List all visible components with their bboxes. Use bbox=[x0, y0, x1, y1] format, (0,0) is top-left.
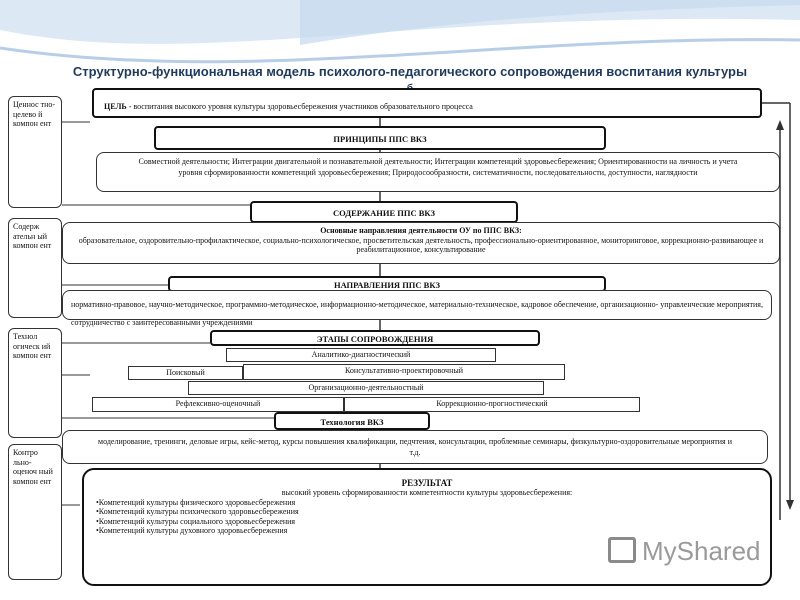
result-box: РЕЗУЛЬТАТ высокий уровень сформированности компетентности культуры здоровьесбережения: •Компетенций культуры физического здоровьесбережения •Компетенций культуры психического здоровьесбережения •Компетенций культуры социального здоровьесбережения •Компетенций культуры духовного здоровьесбережения bbox=[82, 468, 772, 586]
directions-header: НАПРАВЛЕНИЯ ППС ВКЗ bbox=[168, 276, 606, 292]
result-item: •Компетенций культуры психического здоровьесбережения bbox=[96, 507, 299, 516]
content-header: СОДЕРЖАНИЕ ППС ВКЗ bbox=[250, 201, 518, 223]
side-technological: Технол огическ ий компон ент bbox=[8, 328, 62, 438]
goal-box: ЦЕЛЬ - воспитания высокого уровня культуры здоровьесбережения участников образовательного процесса bbox=[92, 88, 762, 118]
myshared-logo-icon bbox=[608, 537, 636, 563]
stages-header: ЭТАПЫ СОПРОВОЖДЕНИЯ bbox=[210, 330, 540, 346]
stage-correction-prognostic: Коррекционно-прогностический bbox=[344, 397, 640, 412]
technology-header: Технология ВКЗ bbox=[274, 412, 430, 430]
stage-search: Поисковый bbox=[128, 366, 243, 380]
principles-box: Совместной деятельности; Интеграции двигательной и познавательной деятельности; Интеграции компетенций здоровьесбережения; Ориентированности на личность и учета уровня сформированности компетенций здоровьесбережения; Природосообразности, систематичности, последовательности, доступности, наглядности bbox=[96, 152, 780, 192]
watermark: MyShared bbox=[608, 536, 761, 567]
directions-box: нормативно-правовое, научно-методическое, программно-методическое, информационно-методическое, материально-техническое, кадровое обеспечение, организационно- управленческие мероприятия, сотрудничество с заинтересованными учреждениями bbox=[62, 290, 772, 320]
side-content: Содерж ательн ый компон ент bbox=[8, 218, 62, 318]
content-box: Основные направления деятельности ОУ по ППС ВКЗ: образовательное, оздоровительно-профилактическое, социально-психологическое, просветительская деятельность, профессионально-ориентированное, мониторинговое, коррекционно-развивающее и реабилитационное, консультирование bbox=[62, 222, 780, 264]
principles-header: ПРИНЦИПЫ ППС ВКЗ bbox=[154, 126, 606, 150]
result-item: •Компетенций культуры духовного здоровьесбережения bbox=[96, 526, 288, 535]
stage-analytical-diagnostic: Аналитико-диагностический bbox=[226, 348, 496, 362]
result-item: •Компетенций культуры физического здоровьесбережения bbox=[96, 497, 296, 507]
page-title: Структурно-функциональная модель психолого-педагогического сопровождения воспитания культуры bbox=[72, 64, 748, 79]
side-control-evaluative: Контро льно- оценоч ный компон ент bbox=[8, 444, 62, 580]
stage-organizational-activity: Организационно-деятельностный bbox=[188, 381, 544, 395]
side-value-target: Ценнос тно- целево й компон ент bbox=[8, 96, 62, 208]
stage-reflexive-evaluative: Рефлексивно-оценочный bbox=[92, 397, 344, 412]
technology-box: моделирование, тренинги, деловые игры, кейс-метод, курсы повышения квалификации, педчтения, консультации, проблемные семинары, физкультурно-оздоровительные мероприятия и т.д. bbox=[62, 430, 768, 464]
stage-consultative-design: Консультативно-проектировочный bbox=[243, 364, 565, 380]
result-item: •Компетенций культуры социального здоровьесбережения bbox=[96, 516, 296, 526]
